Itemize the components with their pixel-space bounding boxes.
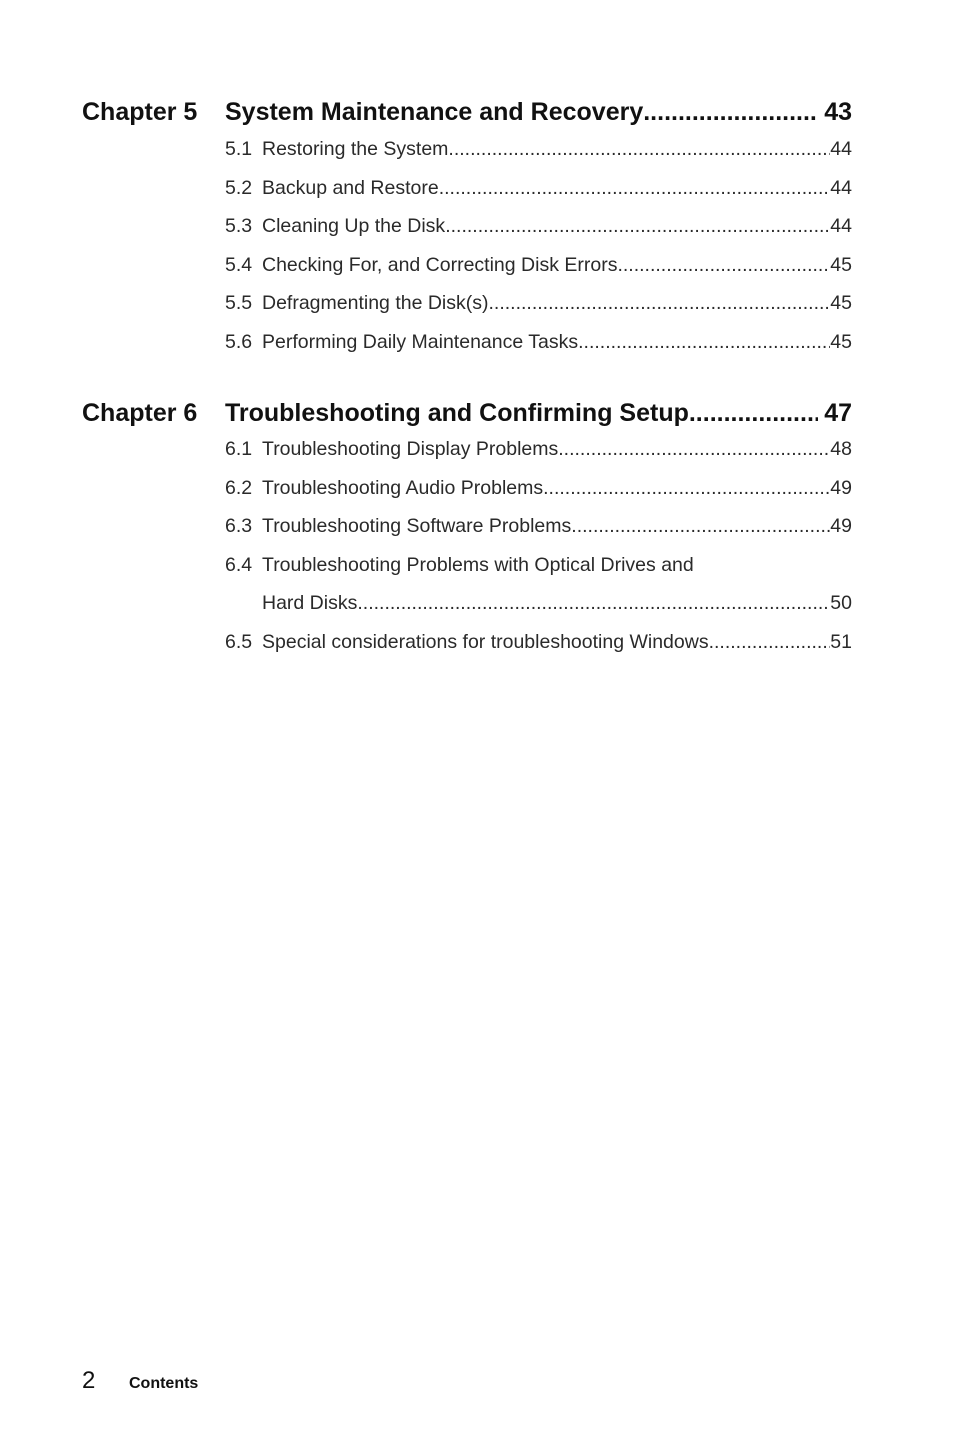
- section-list: [225, 138, 852, 369]
- section-title: Troubleshooting Audio Problems: [262, 476, 544, 499]
- section-title: Defragmenting the Disk(s): [262, 292, 489, 314]
- toc-entry[interactable]: [225, 477, 852, 516]
- section-list: [225, 438, 852, 669]
- section-page-number: 49: [830, 515, 852, 537]
- toc-chapter-5: [82, 98, 852, 369]
- section-page-number: 44: [830, 215, 852, 237]
- section-page-number: 50: [830, 592, 852, 614]
- section-title: Checking For, and Correcting Disk Errors: [262, 253, 618, 276]
- toc-entry-continuation[interactable]: [225, 592, 852, 631]
- chapter-label: Chapter 5: [82, 98, 198, 126]
- toc-entry[interactable]: [225, 177, 852, 216]
- dot-leader: [558, 438, 830, 461]
- dot-leader: [448, 138, 830, 161]
- section-title: Special considerations for troubleshooting Windows: [262, 630, 709, 653]
- chapter-page-number: 47: [824, 399, 852, 427]
- section-title: Performing Daily Maintenance Tasks: [262, 330, 579, 353]
- chapter-heading[interactable]: [82, 399, 852, 433]
- chapter-title: System Maintenance and Recovery: [225, 98, 644, 126]
- toc-entry[interactable]: [225, 631, 852, 670]
- section-page-number: 51: [830, 630, 852, 653]
- dot-leader: [709, 631, 831, 654]
- toc-chapter-6: [82, 399, 852, 669]
- toc-entry[interactable]: [225, 215, 852, 254]
- section-number: 5.2: [225, 176, 253, 199]
- section-title: Backup and Restore: [262, 176, 439, 199]
- chapter-label: Chapter 6: [82, 399, 198, 427]
- dot-leader: [617, 254, 830, 277]
- dot-leader: [571, 515, 830, 538]
- dot-leader: [643, 98, 818, 127]
- dot-leader: [489, 292, 831, 315]
- toc-entry[interactable]: [225, 292, 852, 331]
- toc-entry[interactable]: [225, 254, 852, 293]
- section-page-number: 44: [830, 138, 852, 160]
- dot-leader: [357, 592, 830, 615]
- dot-leader: [543, 477, 830, 500]
- section-number: 5.1: [225, 138, 253, 160]
- section-title: Troubleshooting Display Problems: [262, 438, 559, 460]
- section-number: 6.4: [225, 553, 253, 576]
- chapter-page-number: 43: [824, 98, 852, 126]
- section-page-number: 49: [830, 476, 852, 499]
- footer-section-label: Contents: [129, 1375, 199, 1392]
- section-page-number: 48: [830, 438, 852, 460]
- dot-leader: [689, 399, 818, 428]
- page-footer: [82, 1367, 198, 1395]
- section-title: Restoring the System: [262, 138, 449, 160]
- section-page-number: 44: [830, 176, 852, 199]
- toc-entry[interactable]: [225, 554, 852, 593]
- section-title-continuation: Hard Disks: [262, 592, 358, 614]
- section-title: Cleaning Up the Disk: [262, 215, 446, 237]
- section-number: 6.5: [225, 630, 253, 653]
- section-number: 5.6: [225, 330, 253, 353]
- section-page-number: 45: [830, 292, 852, 314]
- section-title: Troubleshooting Problems with Optical Drives and: [262, 553, 694, 576]
- footer-page-number: 2: [82, 1367, 96, 1394]
- toc-entry[interactable]: [225, 515, 852, 554]
- section-number: 5.4: [225, 253, 253, 276]
- section-page-number: 45: [830, 330, 852, 353]
- section-number: 6.2: [225, 476, 253, 499]
- section-number: 5.3: [225, 215, 253, 237]
- chapter-title: Troubleshooting and Confirming Setup: [225, 399, 689, 427]
- section-number: 6.3: [225, 515, 253, 537]
- toc-entry[interactable]: [225, 438, 852, 477]
- section-number: 5.5: [225, 292, 253, 314]
- dot-leader: [439, 177, 831, 200]
- dot-leader: [578, 331, 830, 354]
- section-page-number: 45: [830, 253, 852, 276]
- section-title: Troubleshooting Software Problems: [262, 515, 572, 537]
- toc-entry[interactable]: [225, 331, 852, 370]
- section-number: 6.1: [225, 438, 253, 460]
- dot-leader: [445, 215, 830, 238]
- chapter-heading[interactable]: [82, 98, 852, 132]
- toc-entry[interactable]: [225, 138, 852, 177]
